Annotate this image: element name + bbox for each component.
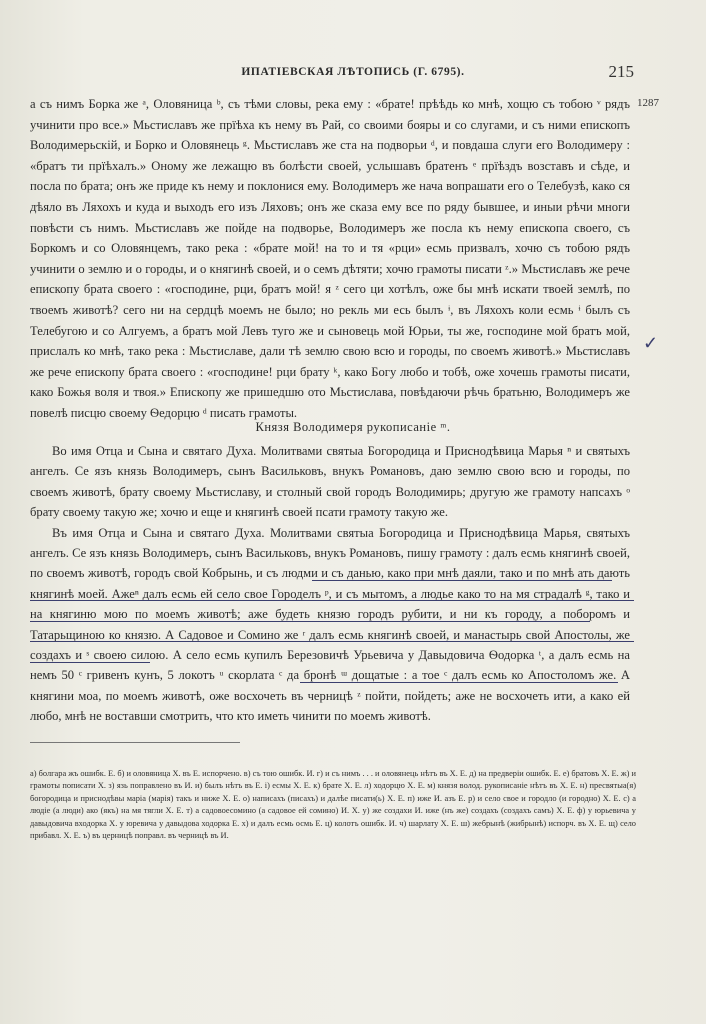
pen-underline xyxy=(30,662,150,663)
charter-paragraph-2: Въ имя Отца и Сына и святаго Духа. Молитвами святыа Богородица и Приснодѣвица Марья, святыхъ ангелъ. Се язъ князь Володимеръ, сынъ Васильковъ, внукъ Романовъ, пишу грамоту : далъ есмь княгинѣ своей, по своемъ животѣ, городъ свой Кобрынь, и съ людми и съ данью, како при мнѣ даяли, тако и по мнѣ ать дають княгинѣ моей. Ажеⁿ далъ есмь ей село свое Городелъ ᵖ, и съ мытомъ, а людье како то на мя страдалѣ ᵍ, тако и на княгиню мою по моемъ животѣ; аже будеть князю городъ рубити, и ни къ городу, а поборомъ и Татарьщиною ко князю. А Садовое и Сомино же ʳ далъ есмь княгинѣ своей, и манастырь свой Апостолы, же создахъ и ˢ своею силою. А село есмь купилъ Березовичѣ Урьевича у Давыдовича Ѳодорка ᵗ, а далъ есмь на немъ 50 ᶜ гривенъ кунъ, 5 локотъ ᵘ скорлата ᶜ да бронѣ ᵚ дощатые : а тое ᶜ далъ есмь ко Апостоломъ же. А княгини моа, по моемъ животѣ, оже восхочеть въ черницѣ ᶻ пойти, пойдеть; аже не восхочеть ити, а како ей любо, мнѣ не воставши смотрить, что кто иметь чинити по моемъ животѣ. xyxy=(30,525,630,724)
pen-underline xyxy=(30,641,634,642)
page-header xyxy=(0,62,706,86)
year-marker: 1287 xyxy=(637,97,659,109)
chronicle-text xyxy=(30,94,630,424)
pen-underline xyxy=(30,621,590,622)
charter-paragraph-1: Во имя Отца и Сына и святаго Духа. Молитвами святыа Богородица и Приснодѣвица Марья ⁿ и святыхъ ангелъ. Се язъ князь Володимеръ, сынъ Васильковъ, внукъ Романовъ, даю землю свою всю и городы, по своемъ животѣ, брату своему Мьстиславу, и столный свой городъ Володимирь; другую же грамоту напсахъ ᵒ брату своему такую же; хочю и еще и княгинѣ своей псати грамоту такую же. xyxy=(30,444,630,520)
section-title: Князя Володимеря рукописаніе ᵐ. xyxy=(255,420,451,434)
page-number: 215 xyxy=(608,62,634,81)
pen-underline xyxy=(312,580,612,581)
pen-underline xyxy=(30,600,634,601)
handwritten-check-mark: ✓ xyxy=(643,333,659,354)
pen-underline xyxy=(300,682,618,683)
running-head: ИПАТІЕВСКАЯ ЛѢТОПИСЬ (Г. 6795). xyxy=(241,66,465,78)
footnote-block: а) болгара жъ ошибк. Е. б) и оловяница Х. въ Е. испорчено. в) съ тою ошибк. И. г) и съ нимъ . . . и оловянець нѣтъ въ Х. Е. д) на предверіи ошибк. Е. е) братовъ Х. Е. ж) и грамоты пописати Х. з) язь поправлено въ И. и) былъ нѣтъ въ Е. і) есмы Х. Е. к) брате Х. Е. л) ходорцю Х. Е. м) князя волод. рукописаніе нѣтъ въ Х. Е. н) пресвятыа(я) богородица и приснодѣвы маріа (марія) такъ и ниже Х. Е. о) написахъ (писахъ) и далѣе писати(ь) Х. Е. п) иже И. азъ Е. р) и село свое и городло (и городно) Х. Е. с) а людіе (а люди) ако (якъ) на мя тягли Х. Е. т) а садовоесомино (а садовое ей сомино) И. Х. у) же создахи И. иже (нъ же) создахъ (создахъ самъ) Х. Е. ф) у юрьевича у давыдовича входорка Х. у юревича у давыдова ходорка Е. х) и далъ есмь осмь Е. ц) колотъ ошибк. И. ч) шарлату Х. Е. ш) жебрынѣ (жибрынѣ) испорч. въ Х. Е. щ) село прибавл. Х. Е. ъ) въ церницѣ поправл. въ черницѣ въ И. xyxy=(30,769,636,841)
footnotes xyxy=(30,768,636,842)
charter-text xyxy=(30,441,630,727)
chronicle-paragraph: а съ нимъ Борка же ᵃ, Оловяница ᵇ, съ тѣми словы, река ему : «брате! прѣѣдь ко мнѣ, хощю съ тобою ᵛ рядъ учинити про все.» Мьстиславъ же прїѣха къ нему въ Рай, со своими бояры и со слугами, и съ ними епископъ Володимерьскій, и Борко и Оловянець ᵍ. Мьстиславъ же ста на подворьи ᵈ, и повдаша слуги его Володимеру : «братъ ти прїѣхалъ.» Оному же лежащю въ болѣсти своей, услышавъ братенъ ᵉ прїѣздъ возставъ и сѣде, и посла по брата; онъ же приде къ нему и поклонися ему. Володимеръ же нача вопрашати его о Телебузѣ, како ся дѣяло въ Ляхохъ и куда и выходъ его изъ Ляховъ; онъ же сказа ему все по ряду бывшее, и иныи рѣчи многи повѣсти съ нимъ. Мьстиславъ же пойде на подворье, Володимеръ же посла къ нему епископа своего, съ Боркомъ и со Оловянцемъ, тако река : «брате мой! на то и тя «рци» есмь призвалъ, хочю съ тобою рядъ учинити о землю и о городы, и о княгинѣ своей, и о семъ дѣтяти; хочю грамоты писати ᶻ.» Мьстиславъ же рече епископу брата своего : «господине, рци, братъ мой! я ᶻ сего ци хотѣлъ, оже бы мнѣ искати твоей землѣ, по твоемъ животѣ? сего ни на сердцѣ моемъ не было; но рекль ми есь былъ ᶤ, въ Ляхохъ коли есмь ᶤ былъ съ Телебугою и со Алгуемъ, а братъ мой Левъ туго же и сыновець мой Юрьи, ты же, господине мой братъ мой, прислалъ ко мнѣ, тако река : Мьстиславе, дали тѣ землю свою всю и городы, по своемъ животѣ.» Мьстиславъ же рече епископу брата своего : «господине! рци брату ᵏ, како Богу любо и тобѣ, оже хочешь грамоты писати, како Божья воля и твоя.» Епископу же пришедшю ото Мьстислава, повѣдаючи рѣчь братьню, Володимеръ же повелѣ писцю своему Ѳедорцю ᵈ писать грамоты. xyxy=(30,97,630,420)
footnote-rule xyxy=(30,742,240,743)
